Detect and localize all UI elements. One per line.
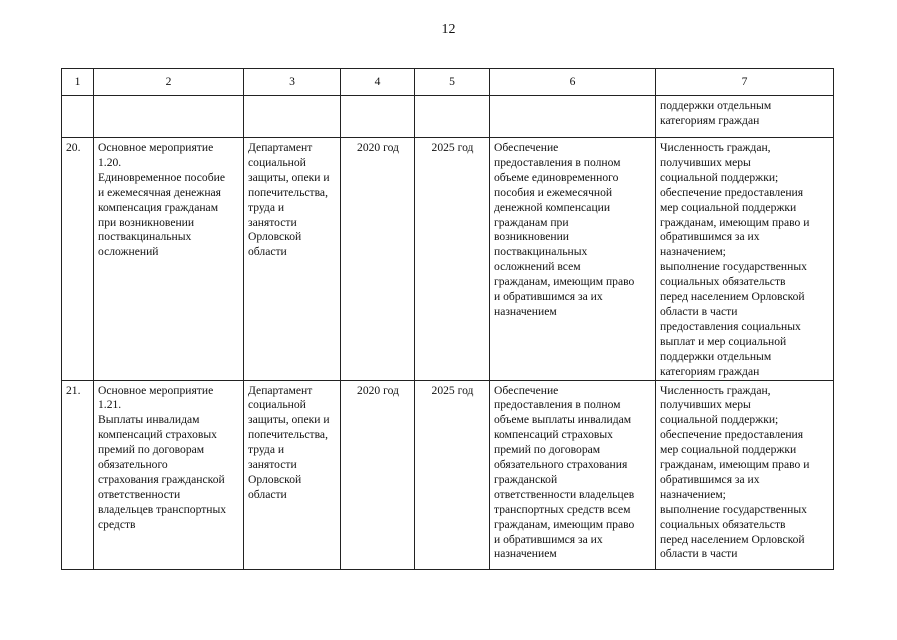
text-line: ответственности	[98, 487, 181, 501]
text-line: транспортных средств всем	[494, 502, 631, 516]
text-line: гражданам, имеющим право и	[660, 215, 810, 229]
text-line: назначением;	[660, 487, 726, 501]
text-line: и обратившимся за их	[494, 532, 603, 546]
text-line: компенсаций страховых	[98, 428, 217, 442]
empty-cell	[94, 96, 244, 138]
text-line: страхования гражданской	[98, 472, 225, 486]
text-line: 1.21.	[98, 398, 122, 412]
text-line: гражданам при	[494, 215, 569, 229]
text-line: обеспечение предоставления	[660, 428, 804, 442]
text-line: объеме единовременного	[494, 170, 619, 184]
text-line: ответственности владельцев	[494, 487, 635, 501]
text-line: поствакцинальных	[98, 230, 192, 244]
text-line: поддержки отдельным	[660, 349, 772, 363]
page-number: 12	[441, 22, 456, 37]
text-line: защиты, опеки и	[248, 170, 330, 184]
text-line: получивших меры	[660, 398, 751, 412]
text-line: обеспечение предоставления	[660, 185, 804, 199]
text-line: области	[248, 487, 287, 501]
executor-cell	[244, 138, 341, 381]
text-line: занятости	[248, 215, 297, 229]
text-line: социальных обязательств	[660, 517, 786, 531]
text-line: Обеспечение	[494, 141, 559, 154]
text-line: Основное мероприятие	[98, 383, 214, 397]
text-line: осложнений всем	[494, 260, 581, 274]
activity-cell	[94, 138, 244, 381]
text-line: пособия и ежемесячной	[494, 185, 613, 199]
text-line: области в части	[660, 304, 738, 318]
text-line: компенсация гражданам	[98, 200, 219, 214]
text-line: предоставления социальных	[660, 319, 801, 333]
activity-cell	[94, 380, 244, 569]
empty-cell	[341, 96, 415, 138]
text-line: Орловской	[248, 230, 302, 244]
text-line: поддержки отдельным	[660, 99, 772, 112]
text-line: занятости	[248, 458, 297, 472]
text-line: Основное мероприятие	[98, 141, 214, 154]
text-line: защиты, опеки и	[248, 413, 330, 427]
text-line: премий по договорам	[494, 443, 601, 457]
text-line: мер социальной поддержки	[660, 443, 797, 457]
text-line: труда и	[248, 443, 285, 457]
text-line: получивших меры	[660, 155, 751, 169]
text-line: премий по договорам	[98, 443, 205, 457]
empty-cell	[244, 96, 341, 138]
text-line: 1.20.	[98, 155, 122, 169]
text-line: назначением	[494, 304, 557, 318]
text-line: гражданам, имеющим право	[494, 275, 635, 289]
text-line: попечительства,	[248, 185, 328, 199]
text-line: поствакцинальных	[494, 245, 588, 259]
empty-cell	[490, 96, 656, 138]
end-year-cell: 2025 год	[415, 138, 490, 381]
text-line: выплат и мер социальной	[660, 334, 787, 348]
table-row	[62, 380, 834, 569]
text-line: Выплаты инвалидам	[98, 413, 200, 427]
text-line: области	[248, 245, 287, 259]
header-cell: 4	[341, 69, 415, 96]
text-line: перед населением Орловской	[660, 290, 805, 304]
header-cell: 6	[490, 69, 656, 96]
text-line: социальной	[248, 398, 306, 412]
empty-cell	[415, 96, 490, 138]
text-line: осложнений	[98, 245, 159, 259]
result-cell	[490, 138, 656, 381]
text-line: категориям граждан	[660, 364, 760, 378]
text-line: предоставления в полном	[494, 398, 621, 412]
text-line: Департамент	[248, 141, 313, 154]
executor-cell	[244, 380, 341, 569]
text-line: назначением;	[660, 245, 726, 259]
empty-cell	[62, 96, 94, 138]
continuation-row	[62, 96, 834, 138]
start-year-cell: 2020 год	[341, 380, 415, 569]
text-line: компенсаций страховых	[494, 428, 613, 442]
text-line: гражданам, имеющим право	[494, 517, 635, 531]
text-line: перед населением Орловской	[660, 532, 805, 546]
text-line: труда и	[248, 200, 285, 214]
text-line: гражданской	[494, 472, 558, 486]
indicators-cell	[656, 380, 834, 569]
header-cell: 5	[415, 69, 490, 96]
text-line: области в части	[660, 547, 738, 561]
text-line: обратившимся за их	[660, 472, 760, 486]
end-year-cell: 2025 год	[415, 380, 490, 569]
result-cell	[490, 380, 656, 569]
text-line: Численность граждан,	[660, 141, 771, 154]
text-line: Департамент	[248, 383, 313, 397]
text-line: владельцев транспортных	[98, 502, 227, 516]
start-year-cell: 2020 год	[341, 138, 415, 381]
text-line: средств	[98, 517, 136, 531]
text-line: назначением	[494, 547, 557, 561]
text-line: попечительства,	[248, 428, 328, 442]
row-number-cell: 21.	[62, 380, 94, 569]
header-cell: 7	[656, 69, 834, 96]
text-line: обратившимся за их	[660, 230, 760, 244]
indicators-continuation-cell	[656, 96, 834, 138]
text-line: социальных обязательств	[660, 275, 786, 289]
text-line: выполнение государственных	[660, 260, 807, 274]
text-line: выполнение государственных	[660, 502, 807, 516]
row-number-cell: 20.	[62, 138, 94, 381]
program-table	[61, 68, 834, 570]
text-line: социальной поддержки;	[660, 170, 779, 184]
text-line: Обеспечение	[494, 383, 559, 397]
text-line: социальной	[248, 155, 306, 169]
table-row	[62, 138, 834, 381]
table-header-row	[62, 69, 834, 96]
text-line: возникновении	[494, 230, 569, 244]
text-line: Единовременное пособие	[98, 170, 225, 184]
text-line: социальной поддержки;	[660, 413, 779, 427]
text-line: предоставления в полном	[494, 155, 621, 169]
text-line: обязательного страхования	[494, 458, 628, 472]
text-line: Орловской	[248, 472, 302, 486]
text-line: денежной компенсации	[494, 200, 611, 214]
header-cell: 3	[244, 69, 341, 96]
text-line: мер социальной поддержки	[660, 200, 797, 214]
text-line: и обратившимся за их	[494, 290, 603, 304]
text-line: при возникновении	[98, 215, 195, 229]
header-cell: 1	[62, 69, 94, 96]
text-line: категориям граждан	[660, 113, 760, 127]
text-line: гражданам, имеющим право и	[660, 458, 810, 472]
indicators-cell	[656, 138, 834, 381]
text-line: и ежемесячная денежная	[98, 185, 222, 199]
text-line: обязательного	[98, 458, 168, 472]
text-line: Численность граждан,	[660, 383, 771, 397]
text-line: объеме выплаты инвалидам	[494, 413, 632, 427]
header-cell: 2	[94, 69, 244, 96]
